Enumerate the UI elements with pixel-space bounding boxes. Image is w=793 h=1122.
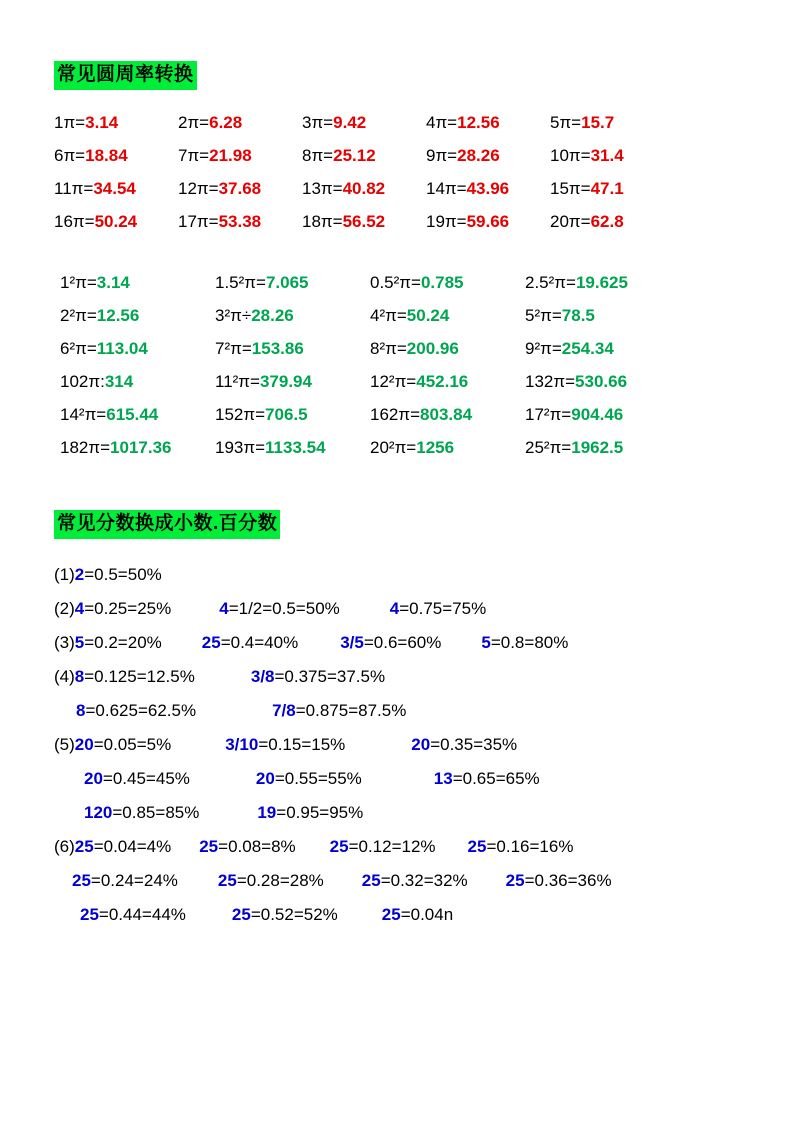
fraction-entry-numerator: 8 <box>74 666 85 686</box>
pi-entry-label: 12π= <box>178 179 219 199</box>
pi-entry-value: 50.24 <box>94 212 138 232</box>
fraction-entry-numerator: 4 <box>74 598 85 618</box>
pi-squared-entry <box>525 338 614 360</box>
fraction-entry-result: =0.2=20% <box>84 632 162 652</box>
fraction-entry-numerator: 20 <box>411 734 431 754</box>
pi-squared-entry-value: 803.84 <box>420 405 473 425</box>
fraction-entry-result: =0.875=87.5% <box>295 700 407 720</box>
fraction-row <box>54 768 747 790</box>
fraction-entry-numerator: 2 <box>74 564 85 584</box>
pi-entry-label: 2π= <box>178 113 210 133</box>
fraction-entry-result: =0.16=16% <box>486 836 574 856</box>
pi-entry <box>54 145 178 167</box>
fraction-entry <box>390 598 486 620</box>
pi-entry-label: 18π= <box>302 212 343 232</box>
fraction-entry-result: =0.32=32% <box>380 870 468 890</box>
pi-entry-value: 59.66 <box>466 212 510 232</box>
fraction-entry-result: =0.45=45% <box>102 768 190 788</box>
fraction-entry-numerator: 25 <box>467 836 487 856</box>
pi-entry-label: 8π= <box>302 146 334 166</box>
pi-entry-label: 14π= <box>426 179 467 199</box>
pi-entry-value: 25.12 <box>333 146 376 166</box>
pi-entry-value: 21.98 <box>209 146 252 166</box>
pi-entry <box>54 211 178 233</box>
fraction-entry-numerator: 25 <box>74 836 94 856</box>
pi-entry-value: 31.4 <box>590 146 624 166</box>
pi-squared-entry <box>60 305 215 327</box>
pi-squared-entry-value: 254.34 <box>561 339 614 359</box>
pi-entry-label: 20π= <box>550 212 591 232</box>
fraction-entry <box>54 666 195 688</box>
pi-entry-value: 15.7 <box>581 113 615 133</box>
pi-squared-entry-label: 102π: <box>60 372 105 392</box>
pi-entry-label: 17π= <box>178 212 219 232</box>
pi-squared-entry-value: 3.14 <box>96 273 130 293</box>
pi-entry <box>54 178 178 200</box>
pi-entry <box>550 145 624 167</box>
fraction-entry-result: =0.24=24% <box>90 870 178 890</box>
fraction-entry-result: =0.125=12.5% <box>84 666 195 686</box>
fraction-entry <box>382 904 453 926</box>
pi-squared-entry <box>215 404 370 426</box>
fraction-entry-numerator: 3/5 <box>340 632 364 652</box>
fraction-entry-numerator: 20 <box>255 768 275 788</box>
pi-squared-entry-label: 4²π= <box>370 306 407 326</box>
fraction-row <box>54 802 747 824</box>
pi-entry-label: 19π= <box>426 212 467 232</box>
fraction-entry-numerator: 3/8 <box>250 666 275 686</box>
fraction-entry-numerator: 25 <box>80 904 99 924</box>
fraction-entry-numerator: 7/8 <box>272 700 296 720</box>
fraction-entry-result: =0.05=5% <box>93 734 172 754</box>
pi-squared-entry-label: 0.5²π= <box>370 273 421 293</box>
fraction-entry-numerator: 25 <box>361 870 381 890</box>
pi-entry-value: 34.54 <box>93 179 136 199</box>
fraction-row <box>54 598 747 620</box>
pi-entry-value: 6.28 <box>209 113 243 133</box>
pi-entry-value: 9.42 <box>333 113 367 133</box>
pi-squared-entry <box>60 272 215 294</box>
pi-entry <box>426 112 550 134</box>
fraction-entry-numerator: 20 <box>84 768 103 788</box>
fraction-entry-result: =0.08=8% <box>218 836 296 856</box>
fraction-entry <box>468 836 574 858</box>
spacer <box>54 244 747 262</box>
fraction-row <box>54 632 747 654</box>
pi-entry <box>426 211 550 233</box>
pi-squared-entry <box>370 437 525 459</box>
pi-entry <box>178 145 302 167</box>
pi-squared-row <box>54 272 747 294</box>
pi-squared-entry-value: 530.66 <box>575 372 628 392</box>
fraction-entry <box>257 802 363 824</box>
pi-squared-table <box>54 272 747 459</box>
fraction-entry-result: =0.04n <box>400 904 454 924</box>
pi-entry-value: 40.82 <box>342 179 386 199</box>
fraction-entry <box>232 904 338 926</box>
fraction-entry-result: =0.625=62.5% <box>85 700 197 720</box>
fraction-entry-prefix: (5) <box>54 734 75 754</box>
fraction-row <box>54 700 747 722</box>
pi-squared-entry-value: 1017.36 <box>110 438 172 458</box>
fraction-entry <box>84 768 190 790</box>
fraction-entry-numerator: 25 <box>381 904 401 924</box>
fraction-entry-numerator: 5 <box>481 632 491 652</box>
pi-squared-entry-label: 6²π= <box>60 339 97 359</box>
pi-squared-entry-label: 132π= <box>525 372 576 392</box>
pi-squared-row <box>54 404 747 426</box>
pi-row <box>54 145 747 167</box>
fraction-entry-numerator: 25 <box>217 870 237 890</box>
pi-entry-label: 13π= <box>302 179 343 199</box>
pi-squared-entry-label: 5²π= <box>525 306 562 326</box>
pi-squared-entry-label: 3²π÷ <box>215 306 252 326</box>
fraction-entry-prefix: (6) <box>54 836 75 856</box>
pi-squared-entry-label: 14²π= <box>60 405 107 425</box>
pi-entry <box>178 112 302 134</box>
fraction-entry-result: =0.8=80% <box>490 632 569 652</box>
pi-squared-entry-value: 452.16 <box>416 372 469 392</box>
fraction-entry <box>411 734 517 756</box>
pi-entry-label: 15π= <box>550 179 591 199</box>
fraction-entry <box>219 598 340 620</box>
pi-entry <box>302 112 426 134</box>
pi-squared-row <box>54 371 747 393</box>
fraction-row <box>54 870 747 892</box>
pi-entry <box>550 178 624 200</box>
pi-squared-entry-value: 50.24 <box>406 306 450 326</box>
pi-entry <box>178 211 302 233</box>
fraction-entry <box>54 836 171 858</box>
pi-squared-entry-label: 152π= <box>215 405 266 425</box>
fraction-entry <box>72 870 178 892</box>
fraction-entry <box>202 632 298 654</box>
fraction-entry-result: =0.28=28% <box>236 870 324 890</box>
pi-squared-entry <box>525 437 623 459</box>
pi-squared-entry-value: 379.94 <box>259 372 312 392</box>
fraction-entry-result: =0.375=37.5% <box>274 666 386 686</box>
fraction-entry <box>340 632 441 654</box>
fraction-entry <box>80 904 186 926</box>
pi-squared-entry-label: 17²π= <box>525 405 572 425</box>
pi-entry <box>302 145 426 167</box>
fraction-entry-numerator: 25 <box>505 870 525 890</box>
pi-squared-entry-value: 0.785 <box>420 273 464 293</box>
fraction-entry <box>330 836 436 858</box>
pi-squared-entry-value: 1962.5 <box>571 438 624 458</box>
fraction-entry <box>256 768 362 790</box>
pi-squared-entry-label: 20²π= <box>370 438 417 458</box>
pi-entry-label: 1π= <box>54 113 86 133</box>
pi-squared-entry-value: 200.96 <box>406 339 459 359</box>
fraction-entry-result: =0.55=55% <box>274 768 362 788</box>
fraction-entry <box>54 564 162 586</box>
pi-squared-entry <box>60 437 215 459</box>
fraction-row <box>54 564 747 586</box>
fraction-entry-prefix: (2) <box>54 598 75 618</box>
section-title-pi: 常见圆周率转换 <box>54 61 197 90</box>
pi-squared-row <box>54 338 747 360</box>
fraction-entry-result: =0.36=36% <box>524 870 612 890</box>
fraction-entry <box>481 632 568 654</box>
fraction-entry <box>362 870 468 892</box>
pi-squared-row <box>54 305 747 327</box>
pi-squared-entry <box>60 338 215 360</box>
fraction-entry-result: =0.75=75% <box>399 598 487 618</box>
pi-entry-label: 6π= <box>54 146 86 166</box>
fraction-row <box>54 666 747 688</box>
fraction-entry <box>76 700 196 722</box>
pi-squared-entry-value: 12.56 <box>96 306 140 326</box>
pi-squared-entry <box>370 338 525 360</box>
fraction-entry-numerator: 25 <box>72 870 91 890</box>
pi-entry <box>302 178 426 200</box>
pi-entry <box>426 178 550 200</box>
pi-squared-entry <box>525 305 595 327</box>
pi-squared-entry <box>525 404 623 426</box>
pi-entry-label: 4π= <box>426 113 458 133</box>
fraction-entry-numerator: 25 <box>329 836 349 856</box>
fraction-entry-numerator: 3/10 <box>225 734 259 754</box>
pi-entry-value: 56.52 <box>342 212 386 232</box>
pi-squared-entry <box>215 371 370 393</box>
pi-squared-entry-value: 706.5 <box>265 405 308 425</box>
pi-squared-entry <box>525 272 628 294</box>
fraction-decimal-percent-list <box>54 564 747 926</box>
pi-squared-entry-value: 314 <box>104 372 134 392</box>
pi-squared-entry-value: 7.065 <box>265 273 309 293</box>
fraction-entry-result: =0.35=35% <box>430 734 518 754</box>
pi-squared-entry-label: 162π= <box>370 405 421 425</box>
pi-squared-entry-value: 28.26 <box>251 306 294 326</box>
pi-squared-entry-value: 615.44 <box>106 405 159 425</box>
pi-entry-value: 62.8 <box>590 212 624 232</box>
pi-entry <box>550 211 624 233</box>
fraction-entry-result: =0.52=52% <box>250 904 338 924</box>
pi-squared-entry-label: 9²π= <box>525 339 562 359</box>
pi-squared-entry-label: 182π= <box>60 438 111 458</box>
pi-entry-value: 3.14 <box>85 113 119 133</box>
pi-squared-entry <box>60 371 215 393</box>
pi-squared-entry-label: 1.5²π= <box>215 273 266 293</box>
pi-squared-entry-value: 1133.54 <box>265 438 326 458</box>
pi-squared-entry <box>215 272 370 294</box>
fraction-entry <box>218 870 324 892</box>
pi-squared-entry-label: 8²π= <box>370 339 407 359</box>
pi-conversion-table <box>54 112 747 233</box>
pi-entry <box>302 211 426 233</box>
fraction-entry <box>54 632 162 654</box>
pi-entry-label: 16π= <box>54 212 95 232</box>
pi-entry <box>550 112 614 134</box>
fraction-row <box>54 836 747 858</box>
pi-row <box>54 211 747 233</box>
fraction-entry <box>506 870 612 892</box>
pi-squared-entry <box>370 305 525 327</box>
pi-entry <box>426 145 550 167</box>
pi-entry-label: 3π= <box>302 113 334 133</box>
fraction-entry <box>225 734 345 756</box>
fraction-entry-result: =0.04=4% <box>93 836 172 856</box>
pi-squared-entry <box>370 404 525 426</box>
pi-squared-entry-label: 1²π= <box>60 273 97 293</box>
fraction-entry-result: =0.12=12% <box>348 836 436 856</box>
fraction-entry-result: =0.15=15% <box>258 734 346 754</box>
fraction-entry-result: =0.85=85% <box>112 802 200 822</box>
pi-entry-label: 5π= <box>550 113 582 133</box>
fraction-entry-numerator: 25 <box>199 836 219 856</box>
pi-squared-entry-label: 12²π= <box>370 372 417 392</box>
fraction-entry-result: =0.5=50% <box>84 564 162 584</box>
fraction-entry-numerator: 8 <box>76 700 86 720</box>
fraction-entry-result: =0.4=40% <box>220 632 299 652</box>
section-title-fractions: 常见分数换成小数.百分数 <box>54 510 280 539</box>
pi-entry-label: 9π= <box>426 146 458 166</box>
fraction-entry-numerator: 25 <box>201 632 221 652</box>
fraction-entry-numerator: 4 <box>219 598 229 618</box>
pi-squared-entry <box>370 371 525 393</box>
pi-entry-label: 10π= <box>550 146 591 166</box>
fraction-entry <box>54 598 171 620</box>
pi-row <box>54 178 747 200</box>
section2-wrapper <box>54 497 747 551</box>
fraction-entry-numerator: 120 <box>84 802 113 822</box>
pi-squared-entry <box>60 404 215 426</box>
pi-squared-row <box>54 437 747 459</box>
pi-squared-entry-value: 1256 <box>416 438 455 458</box>
pi-entry-value: 47.1 <box>590 179 624 199</box>
pi-squared-entry-value: 113.04 <box>96 339 148 359</box>
pi-entry-label: 7π= <box>178 146 210 166</box>
pi-squared-entry <box>215 305 370 327</box>
pi-entry-value: 28.26 <box>457 146 500 166</box>
pi-squared-entry-value: 153.86 <box>251 339 304 359</box>
fraction-entry <box>54 734 171 756</box>
pi-squared-entry-label: 11²π= <box>215 372 260 392</box>
pi-entry-value: 12.56 <box>457 113 500 133</box>
pi-entry-value: 53.38 <box>218 212 262 232</box>
pi-squared-entry-label: 2²π= <box>60 306 97 326</box>
fraction-entry <box>251 666 385 688</box>
fraction-entry-numerator: 4 <box>389 598 400 618</box>
fraction-entry-prefix: (3) <box>54 632 75 652</box>
pi-entry <box>54 112 178 134</box>
pi-squared-entry <box>215 437 370 459</box>
pi-squared-entry <box>525 371 627 393</box>
pi-squared-entry-label: 193π= <box>215 438 266 458</box>
pi-squared-entry-label: 2.5²π= <box>525 273 576 293</box>
fraction-entry-prefix: (4) <box>54 666 75 686</box>
fraction-entry <box>434 768 540 790</box>
pi-entry <box>178 178 302 200</box>
fraction-entry-result: =0.65=65% <box>452 768 540 788</box>
fraction-entry <box>84 802 199 824</box>
pi-squared-entry-value: 78.5 <box>561 306 595 326</box>
fraction-entry-numerator: 5 <box>74 632 85 652</box>
fraction-entry-result: =0.25=25% <box>84 598 172 618</box>
fraction-entry-numerator: 25 <box>231 904 251 924</box>
pi-squared-entry <box>215 338 370 360</box>
fraction-row <box>54 734 747 756</box>
fraction-entry-result: =0.44=44% <box>98 904 186 924</box>
pi-squared-entry-label: 7²π= <box>215 339 252 359</box>
pi-entry-label: 11π= <box>54 179 94 199</box>
pi-squared-entry-value: 904.46 <box>571 405 624 425</box>
fraction-entry-result: =1/2=0.5=50% <box>228 598 340 618</box>
pi-entry-value: 37.68 <box>218 179 262 199</box>
fraction-entry-result: =0.95=95% <box>276 802 364 822</box>
fraction-entry-numerator: 20 <box>74 734 94 754</box>
fraction-row <box>54 904 747 926</box>
pi-entry-value: 18.84 <box>85 146 128 166</box>
fraction-entry-numerator: 19 <box>257 802 277 822</box>
fraction-entry-prefix: (1) <box>54 564 75 584</box>
fraction-entry-result: =0.6=60% <box>363 632 442 652</box>
pi-row <box>54 112 747 134</box>
fraction-entry-numerator: 13 <box>433 768 453 788</box>
pi-squared-entry-value: 19.625 <box>575 273 628 293</box>
fraction-entry <box>272 700 406 722</box>
pi-squared-entry <box>370 272 525 294</box>
pi-entry-value: 43.96 <box>466 179 510 199</box>
fraction-entry <box>199 836 295 858</box>
pi-squared-entry-label: 25²π= <box>525 438 572 458</box>
